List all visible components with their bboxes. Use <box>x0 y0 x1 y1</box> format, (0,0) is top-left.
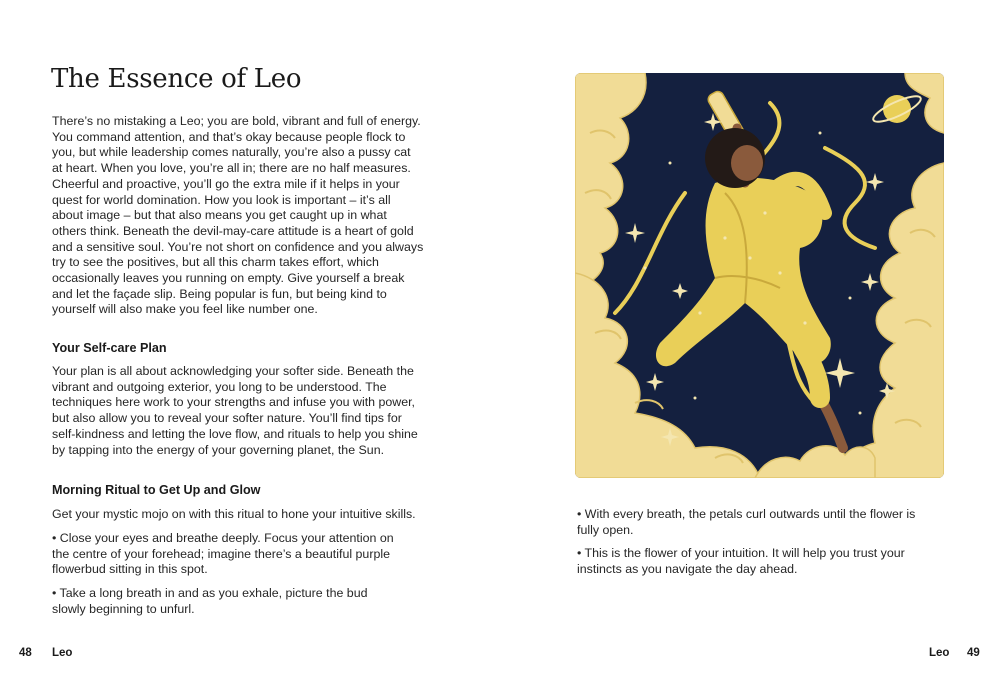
intro-paragraph: There’s no mistaking a Leo; you are bold, vibrant and full of energy. You command attention, and that’s okay because people flock to you, but while leadership comes naturally, you’re also a pussy cat at heart. When you love, you’re all in; there are no half measures. Cheerful and proactive, you’ll go the extra mile if it helps in your quest for world domination. How you look is important – it’s all about image – but that also means you get caught up in what others think. Beneath the devil-may-care attitude is a heart of gold and a sensitive soul. You’re not short on confidence and you always try to see the positives, but all this charm takes effort, which occasionally leaves you running on empty. Give yourself a break and let the façade slip. Being popular is fun, but being kind to yourself will also make you feel like number one. <box>52 114 424 317</box>
running-head-right: Leo <box>929 647 950 659</box>
ritual-step-4: • This is the flower of your intuition. It will help you trust your instincts as you navigate the day ahead. <box>577 546 905 576</box>
selfcare-heading: Your Self-care Plan <box>52 341 167 355</box>
ritual-intro: Get your mystic mojo on with this ritual to hone your intuitive skills. <box>52 507 416 521</box>
ritual-step-3: • With every breath, the petals curl outwards until the flower is fully open. <box>577 507 916 537</box>
selfcare-paragraph: Your plan is all about acknowledging your softer side. Beneath the vibrant and outgoing exterior, you long to be understood. The techniques here work to your strengths and infuse you with power, but also allow you to reveal your softer nature. You’ll find tips for self-kindness and letting the love flow, and rituals to help you shine by tapping into the energy of your governing planet, the Sun. <box>52 364 418 457</box>
ritual-step-1: • Close your eyes and breathe deeply. Focus your attention on the centre of your forehead; imagine there’s a beautiful purple flowerbud sitting in this spot. <box>52 531 394 577</box>
page-number-right: 49 <box>967 647 980 659</box>
page-number-left: 48 <box>19 647 32 659</box>
ritual-heading: Morning Ritual to Get Up and Glow <box>52 483 261 497</box>
ritual-step-2: • Take a long breath in and as you exhale, picture the bud slowly beginning to unfurl. <box>52 586 368 616</box>
leo-illustration <box>575 73 944 478</box>
running-head-left: Leo <box>52 647 73 659</box>
page-title: The Essence of Leo <box>51 64 302 94</box>
